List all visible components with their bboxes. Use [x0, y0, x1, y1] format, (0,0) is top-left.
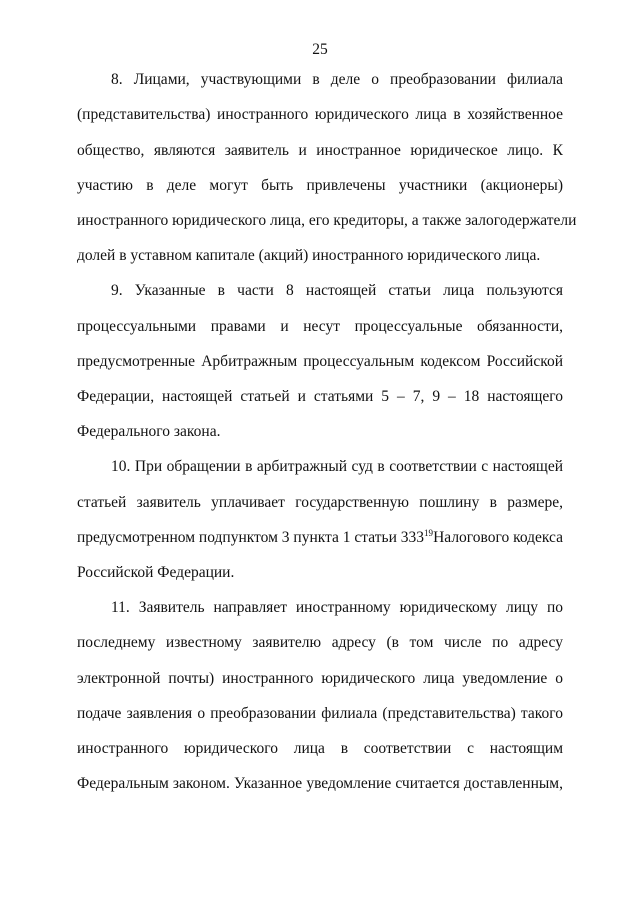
- text-line: 9. Указанные в части 8 настоящей статьи лица пользуются: [111, 282, 563, 299]
- text-line: участию в деле могут быть привлечены участники (акционеры): [77, 177, 563, 194]
- text-line: Федеральным законом. Указанное уведомление считается доставленным,: [77, 775, 563, 792]
- text-line: 8. Лицами, участвующими в деле о преобразовании филиала: [111, 71, 563, 88]
- text-line: процессуальными правами и несут процессуальные обязанности,: [77, 318, 563, 335]
- text-line: 10. При обращении в арбитражный суд в соответствии с настоящей: [111, 458, 563, 475]
- text-fragment: предусмотренном подпунктом 3 пункта 1 статьи 333: [77, 529, 424, 546]
- text-line: иностранного юридического лица в соответствии с настоящим: [77, 740, 563, 757]
- text-line-head: [77, 529, 433, 547]
- superscript: 19: [424, 528, 433, 538]
- text-line: подаче заявления о преобразовании филиала (представительства) такого: [77, 705, 563, 722]
- page-number: 25: [312, 41, 328, 58]
- text-line: общество, являются заявитель и иностранное юридическое лицо. К: [77, 142, 563, 159]
- text-line: предусмотренные Арбитражным процессуальным кодексом Российской: [77, 353, 563, 370]
- text-line: долей в уставном капитале (акций) иностранного юридического лица.: [77, 247, 541, 264]
- text-line: последнему известному заявителю адресу (в том числе по адресу: [77, 634, 563, 651]
- text-line: статьей заявитель уплачивает государственную пошлину в размере,: [77, 494, 563, 511]
- text-line: Федерального закона.: [77, 423, 221, 440]
- text-line: (представительства) иностранного юридического лица в хозяйственное: [77, 106, 563, 123]
- text-line: [77, 529, 563, 547]
- text-line: иностранного юридического лица, его кредиторы, а также залогодержатели: [77, 212, 577, 229]
- text-line: 11. Заявитель направляет иностранному юридическому лицу по: [111, 599, 563, 616]
- text-line: Российской Федерации.: [77, 564, 235, 581]
- text-line: Федерации, настоящей статьей и статьями 5 – 7, 9 – 18 настоящего: [77, 388, 563, 405]
- text-line: электронной почты) иностранного юридического лица уведомление о: [77, 670, 563, 687]
- text-fragment: Налогового кодекса: [433, 529, 563, 546]
